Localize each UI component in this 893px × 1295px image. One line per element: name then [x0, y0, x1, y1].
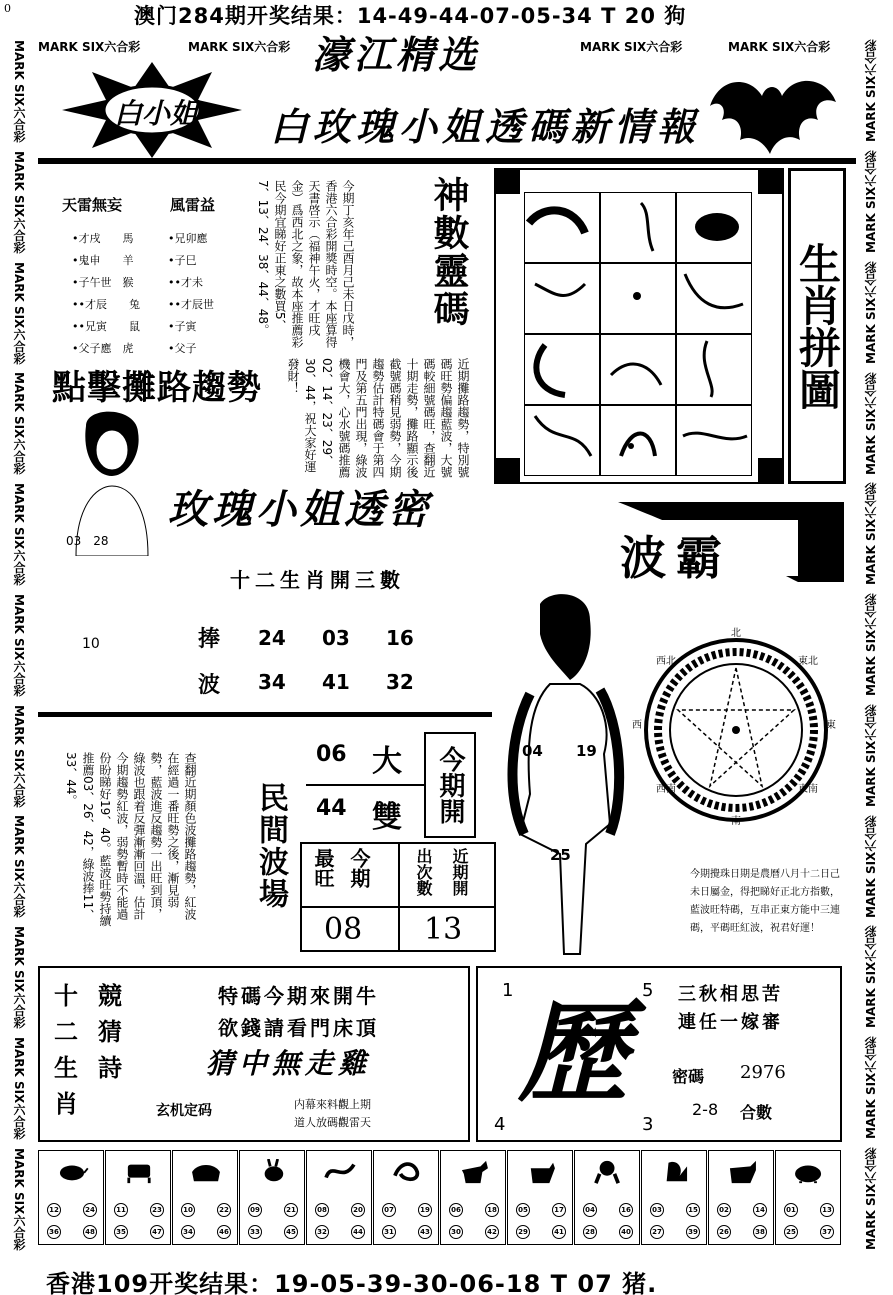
corner-block [758, 170, 782, 194]
row1-label: 捧 [198, 627, 221, 652]
puzzle-piece [524, 334, 600, 405]
zodiac-number: 10 [181, 1203, 195, 1217]
rooster-icon [658, 1159, 692, 1185]
zodiac-number: 42 [485, 1225, 499, 1239]
compass-label: 西 [632, 720, 642, 731]
side-brand: MARK SIX六合彩 [12, 261, 26, 364]
poem-side-char: 肖 [54, 1090, 78, 1118]
code-label: 密碼 [672, 1067, 705, 1086]
divider [38, 712, 492, 717]
divider [302, 906, 494, 908]
hexagram-row: •子巳 [168, 254, 197, 267]
trend-text: 近期攤路趨勢，特別號碼旺勢偏趨藍波，大號碼較細號碼旺，查翻近十期走勢，攤路顯示後截號碼稍見弱勢，今期趨勢估計特碼會于第四門及第五門出現，綠波機會大，心水號碼推薦02、14、23、29、30、44，祝大家好運發財！ [286, 358, 470, 478]
side-brand: MARK SIX六合彩 [864, 593, 878, 697]
row2-label: 波 [198, 673, 221, 698]
poem-line2: 欲錢請看門床頂 [218, 1016, 379, 1040]
side-brand: MARK SIX六合彩 [864, 926, 878, 1029]
phrase1: 三秋相思苦 [678, 984, 783, 1005]
poem-side-char: 二 [54, 1018, 78, 1046]
corner-block [496, 458, 520, 482]
compass-label: 南 [731, 816, 741, 827]
side-brand: MARK SIX六合彩 [864, 40, 878, 143]
puzzle-piece [676, 334, 752, 405]
out-label: 出次數 [414, 848, 433, 896]
rat-icon [55, 1159, 89, 1185]
puzzle-piece [676, 263, 752, 334]
puzzle-piece [600, 405, 676, 476]
heshu-label: 合數 [740, 1103, 773, 1122]
hk-result: 香港109开奖结果：19-05-39-30-06-18 T 07 猪. [46, 1270, 658, 1295]
compass-label: 東北 [798, 656, 818, 667]
zodiac-number: 02 [717, 1203, 731, 1217]
twelve-title: 十二生肖開三數 [230, 568, 405, 592]
hexagram-left-list [72, 228, 140, 360]
zodiac-number: 21 [284, 1203, 298, 1217]
zodiac-number: 20 [351, 1203, 365, 1217]
hexagram-row: •才戌 馬 [72, 232, 134, 245]
zodiac-number: 09 [248, 1203, 262, 1217]
girl-number: 19 [576, 742, 597, 760]
zodiac-cell-ox [105, 1150, 171, 1245]
side-brand: MARK SIX六合彩 [864, 1147, 878, 1250]
compass-label: 西北 [656, 656, 676, 667]
dragon-icon [323, 1159, 357, 1185]
zodiac-number: 24 [83, 1203, 97, 1217]
trend-title: 點擊攤路趨勢 [52, 368, 262, 408]
side-brand: MARK SIX六合彩 [864, 483, 878, 586]
stray-number: 10 [82, 636, 100, 652]
zodiac-number: 25 [784, 1225, 798, 1239]
side-brand: MARK SIX六合彩 [864, 704, 878, 807]
hexagram-row: •父子應 虎 [72, 342, 134, 355]
poem-side-char: 競 [98, 982, 122, 1010]
code-value: 2976 [740, 1062, 786, 1083]
corner-number: 3 [642, 1114, 654, 1135]
rose-title: 玫瑰小姐透密 [168, 486, 432, 533]
zodiac-number: 37 [820, 1225, 834, 1239]
puzzle-piece [524, 263, 600, 334]
poem-box [38, 966, 470, 1142]
compass-label: 西南 [656, 784, 676, 795]
hexagram-row: ••才辰 兔 [72, 298, 140, 311]
poem-note2: 道人放碼觀雷天 [294, 1116, 371, 1129]
zodiac-cell-tiger [172, 1150, 238, 1245]
side-brand: MARK SIX六合彩 [864, 261, 878, 364]
zodiac-number: 22 [217, 1203, 231, 1217]
zodiac-number: 03 [650, 1203, 664, 1217]
horse-icon [457, 1159, 491, 1185]
side-brand: MARK SIX六合彩 [12, 483, 26, 586]
zodiac-number: 15 [686, 1203, 700, 1217]
bowang-title: 波霸 [620, 531, 732, 585]
zodiac-number: 18 [485, 1203, 499, 1217]
zodiac-number: 30 [449, 1225, 463, 1239]
best-number: 08 [324, 912, 363, 947]
left-brand-strip [6, 40, 32, 1250]
bat-icon [700, 66, 840, 156]
puzzle-piece [600, 192, 676, 263]
badge-star [62, 62, 242, 158]
side-brand: MARK SIX六合彩 [12, 815, 26, 918]
zodiac-cell-monkey [574, 1150, 640, 1245]
zodiac-number: 26 [717, 1225, 731, 1239]
zodiac-number: 35 [114, 1225, 128, 1239]
poem-line1: 特碼今期來開牛 [218, 984, 379, 1008]
top-brand: MARK SIX六合彩 [188, 40, 291, 54]
divider [398, 844, 400, 950]
goat-icon [524, 1159, 558, 1185]
zodiac-number: 06 [449, 1203, 463, 1217]
poem-side-title2 [98, 978, 122, 1086]
big-double-box [306, 732, 424, 838]
compass-label: 東 [826, 720, 836, 731]
zodiac-number: 05 [516, 1203, 530, 1217]
corner-block [496, 170, 520, 194]
zodiac-number: 32 [315, 1225, 329, 1239]
ox-icon [122, 1159, 156, 1185]
hexagram-row: •子午世 猴 [72, 276, 134, 289]
side-brand: MARK SIX六合彩 [864, 1036, 878, 1140]
right-brand-strip [858, 40, 884, 1250]
rabbit-icon [256, 1159, 290, 1185]
hexagram-row: •鬼申 羊 [72, 254, 134, 267]
zodiac-number: 29 [516, 1225, 530, 1239]
zodiac-cell-horse [440, 1150, 506, 1245]
calligraphy-box [476, 966, 842, 1142]
top-brand: MARK SIX六合彩 [728, 40, 831, 54]
side-brand: MARK SIX六合彩 [864, 372, 878, 475]
hexagram-row: •子寅 [168, 320, 197, 333]
poem-side-char: 生 [54, 1054, 78, 1082]
girl-number: 04 [522, 742, 543, 760]
photo-numbers: 03 28 [66, 534, 109, 548]
zodiac-number: 36 [47, 1225, 61, 1239]
page-mark: 0 [4, 2, 11, 15]
zodiac-number: 07 [382, 1203, 396, 1217]
zodiac-number: 23 [150, 1203, 164, 1217]
zodiac-number: 48 [83, 1225, 97, 1239]
badge-text: 白小姐 [114, 97, 199, 130]
zodiac-number: 45 [284, 1225, 298, 1239]
zodiac-cell-dragon [306, 1150, 372, 1245]
poem-note1: 内幕來料觀上期 [294, 1098, 371, 1111]
zodiac-number: 04 [583, 1203, 597, 1217]
puzzle-piece [676, 405, 752, 476]
zodiac-cell-pig [775, 1150, 841, 1245]
zodiac-number: 34 [181, 1225, 195, 1239]
side-brand: MARK SIX六合彩 [864, 150, 878, 254]
shenshu-title: 神數靈碼 [428, 176, 470, 328]
poem-side-title [54, 978, 78, 1122]
zodiac-number: 12 [47, 1203, 61, 1217]
minjian-text: 查翻近期顏色波攤路趨勢，紅波在經過一番旺勢之後，漸見弱勢，藍波進反趨勢一出旺到頂，綠波也跟着反彈漸漸回溫，估計今期趨勢紅波，弱勢暫時不能過份盼睇好19、40。藍波旺勢持續推薦03、26、42，綠波捧11、33、44。 [64, 752, 197, 927]
double-label: 雙 [372, 800, 402, 835]
puzzle-frame [494, 168, 784, 484]
side-brand: MARK SIX六合彩 [12, 372, 26, 475]
zodiac-cell-rooster [641, 1150, 707, 1245]
zodiac-number: 19 [418, 1203, 432, 1217]
corner-number: 4 [494, 1114, 506, 1135]
corner-block [758, 458, 782, 482]
bowang-text: 今期攪珠日期是農曆八月十二日己未日屬金，得把睇好正北方指數，藍波旺特碼，互串正東方能中三連碼，平碼旺紅波，祝君好運！ [690, 869, 840, 934]
zodiac-number: 40 [619, 1225, 633, 1239]
zodiac-number: 27 [650, 1225, 664, 1239]
side-brand: MARK SIX六合彩 [864, 815, 878, 918]
girl-number: 25 [550, 846, 571, 864]
hexagram-row: ••兄寅 鼠 [72, 320, 140, 333]
girl-silhouette [500, 594, 640, 964]
zodiac-number: 46 [217, 1225, 231, 1239]
zodiac-number: 28 [583, 1225, 597, 1239]
zodiac-number: 14 [753, 1203, 767, 1217]
divider [306, 784, 424, 786]
row2-num: 34 [258, 670, 286, 694]
dog-icon [725, 1159, 759, 1185]
side-brand: MARK SIX六合彩 [12, 40, 26, 143]
row1-num: 24 [258, 626, 286, 650]
side-brand: MARK SIX六合彩 [12, 1036, 26, 1140]
side-brand: MARK SIX六合彩 [12, 150, 26, 254]
zodiac-number: 13 [820, 1203, 834, 1217]
phrase2: 連任一嫁審 [678, 1012, 783, 1033]
zodiac-number: 31 [382, 1225, 396, 1239]
banner-title: 白玫瑰小姐透碼新情報 [270, 104, 701, 149]
row2-num: 41 [322, 670, 350, 694]
puzzle-piece [600, 263, 676, 334]
row2-num: 32 [386, 670, 414, 694]
heshu-value: 2-8 [692, 1100, 719, 1119]
side-brand: MARK SIX六合彩 [12, 593, 26, 697]
puzzle-piece [676, 192, 752, 263]
zodiac-number: 33 [248, 1225, 262, 1239]
puzzle-piece [600, 334, 676, 405]
corner-number: 1 [502, 980, 514, 1001]
monkey-icon [591, 1159, 625, 1185]
zodiac-number: 01 [784, 1203, 798, 1217]
bowang-banner [598, 502, 844, 585]
poem-side-char: 詩 [98, 1054, 122, 1082]
zodiac-cell-rat [38, 1150, 104, 1245]
recent-label: 近期開 [450, 848, 469, 896]
zodiac-number: 11 [114, 1203, 128, 1217]
snake-icon [390, 1159, 424, 1185]
row1-num: 03 [322, 626, 350, 650]
puzzle-grid [524, 192, 746, 454]
zodiac-number: 41 [552, 1225, 566, 1239]
puzzle-title: 生肖拼圖 [788, 168, 846, 484]
prediction-text: 今期丁亥年己酉月己未日戊時，香港六合彩開獎時空。本座算得天書啓示（福神午火，才旺戌金）爲西北之象，故本座推薦彩民今期宜睇好正東之數買5、7、13、24、38、44、48。 [256, 180, 355, 348]
side-brand: MARK SIX六合彩 [12, 1147, 26, 1250]
stats-box [300, 842, 496, 952]
poem-signature: 玄机定码 [156, 1103, 212, 1119]
zodiac-number: 08 [315, 1203, 329, 1217]
big-number: 06 [316, 742, 347, 767]
zodiac-number: 39 [686, 1225, 700, 1239]
zodiac-number: 44 [351, 1225, 365, 1239]
poem-side-char: 猜 [98, 1018, 122, 1046]
zodiac-cell-dog [708, 1150, 774, 1245]
zodiac-number: 38 [753, 1225, 767, 1239]
calligraphy-char: 歷 [518, 988, 628, 1117]
compass-label: 北 [731, 628, 741, 639]
double-number: 44 [316, 796, 347, 821]
compass-label: 東南 [798, 784, 818, 795]
hexagram-row: ••才辰世 [168, 298, 214, 311]
corner-number: 5 [642, 980, 654, 1001]
tiger-icon [189, 1159, 223, 1185]
hexagram-row: •兄卯應 [168, 232, 208, 245]
best-label: 最旺 [311, 848, 335, 888]
zodiac-number: 43 [418, 1225, 432, 1239]
poem-side-char: 十 [54, 982, 78, 1010]
minjian-title: 民間波場 [253, 782, 288, 910]
zodiac-number: 16 [619, 1203, 633, 1217]
top-brand: MARK SIX六合彩 [580, 40, 683, 54]
zodiac-number: 17 [552, 1203, 566, 1217]
zodiac-number: 47 [150, 1225, 164, 1239]
header-title: 濠江精选 [312, 32, 481, 77]
puzzle-piece [524, 192, 600, 263]
pig-icon [792, 1159, 826, 1185]
macau-result: 澳门284期开奖结果：14-49-44-07-05-34 T 20 狗 [134, 4, 687, 28]
hexagram-row: •父子 [168, 342, 197, 355]
zodiac-cell-snake [373, 1150, 439, 1245]
hexagram-right-list [168, 228, 214, 360]
side-brand: MARK SIX六合彩 [12, 926, 26, 1029]
side-brand: MARK SIX六合彩 [12, 704, 26, 807]
zodiac-cell-rabbit [239, 1150, 305, 1245]
puzzle-piece [524, 405, 600, 476]
divider [38, 158, 856, 164]
zodiac-cell-goat [507, 1150, 573, 1245]
big-label: 大 [372, 744, 402, 779]
this-label: 今期 [347, 848, 371, 888]
this-period-label: 今期開 [424, 732, 476, 838]
poem-line3: 猜中無走雞 [206, 1047, 372, 1080]
top-brand: MARK SIX六合彩 [38, 40, 141, 54]
recent-number: 13 [424, 912, 463, 947]
row1-num: 16 [386, 626, 414, 650]
hexagram-right-title: 風雷益 [170, 196, 216, 214]
hexagram-left-title: 天雷無妄 [62, 196, 123, 214]
hexagram-row: ••才未 [168, 276, 203, 289]
